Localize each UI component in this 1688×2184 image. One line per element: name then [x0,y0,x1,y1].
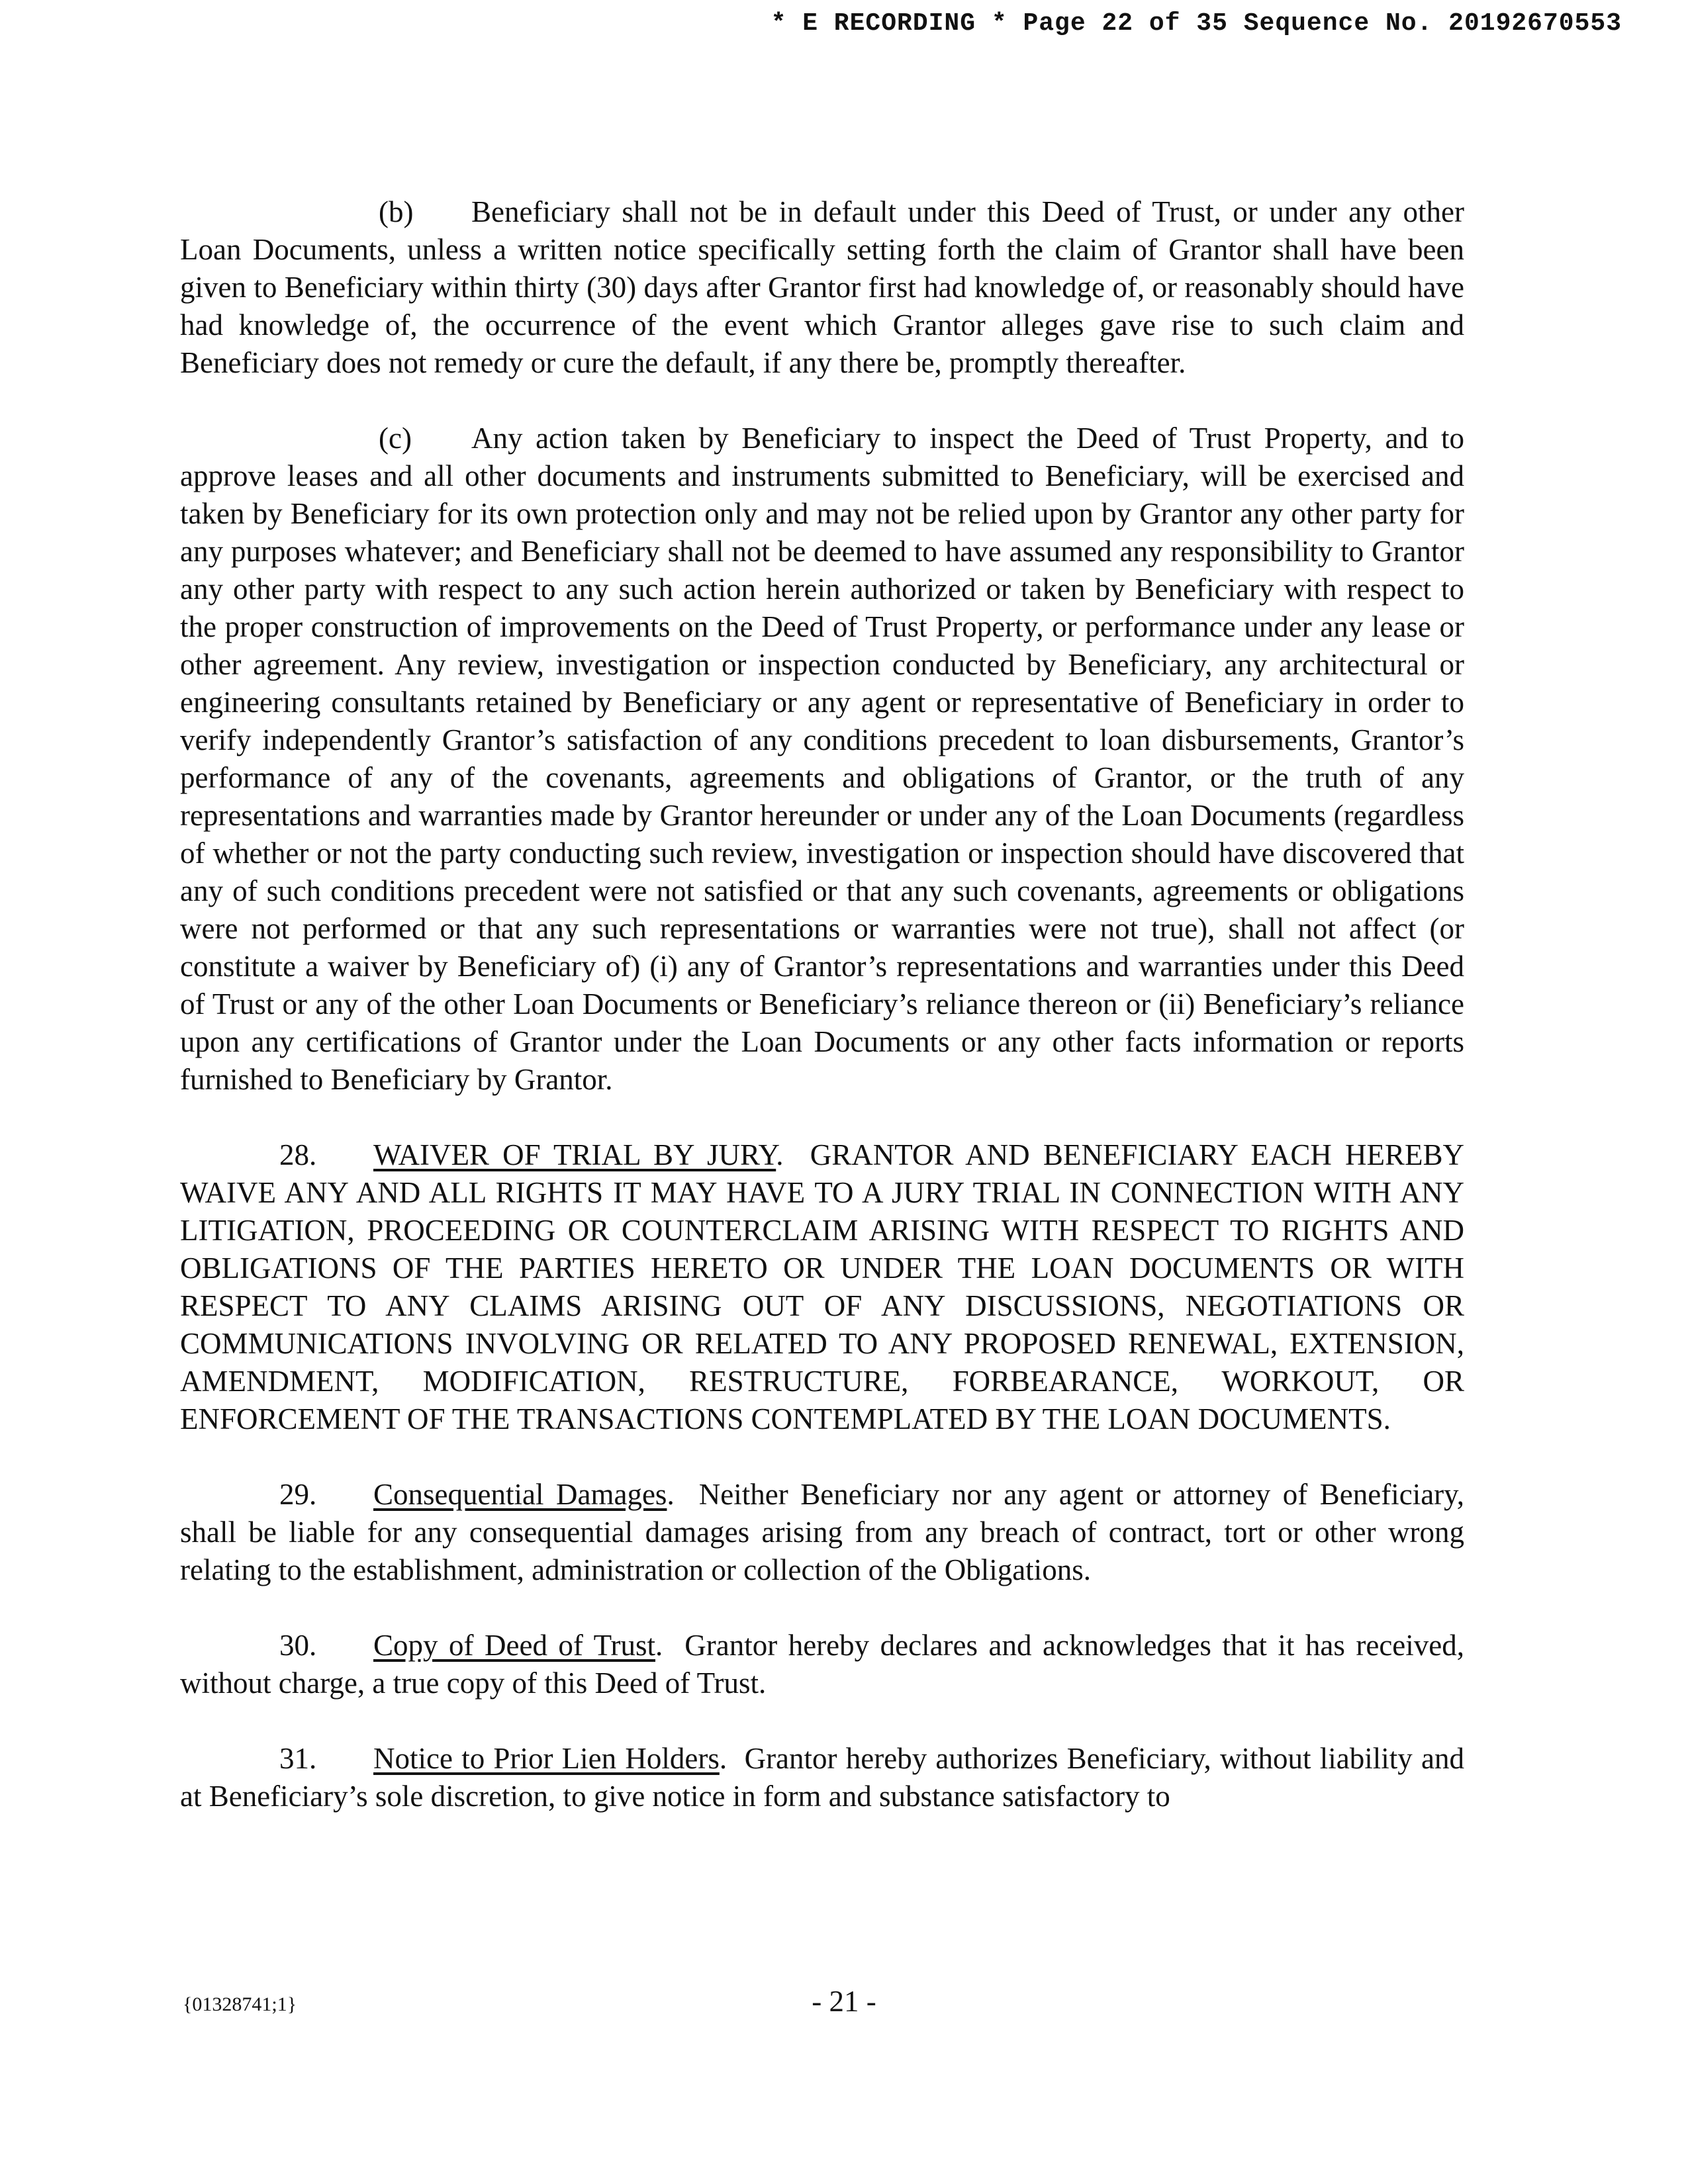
paragraph-text: Beneficiary shall not be in default under this Deed of Trust, or under any other Loan Documents, unless a written notice specifically setting forth the claim of Grantor shall have been given to Beneficiary within thirty (30) days after Grantor first had knowledge of, or reasonably should have had knowledge of, the occurrence of the event which Grantor alleges gave rise to such claim and Beneficiary does not remedy or cure the default, if any there be, promptly thereafter. [180,195,1464,379]
section-30 [180,1627,1464,1702]
document-body [180,193,1464,1853]
section-number: 29. [279,1478,317,1511]
paragraph-label: (c) [379,422,412,455]
section-separator: . [776,1138,784,1171]
paragraph-b [180,193,1464,382]
paragraph-text: Any action taken by Beneficiary to inspect the Deed of Trust Property, and to approve leases and all other documents and instruments submitted to Beneficiary, will be exercised and taken by Beneficiary for its own protection only and may not be relied upon by Grantor any other party for any purposes whatever; and Beneficiary shall not be deemed to have assumed any responsibility to Grantor any other party with respect to any such action herein authorized or taken by Beneficiary with respect to the proper construction of improvements on the Deed of Trust Property, or performance under any lease or other agreement. Any review, investigation or inspection conducted by Beneficiary, any architectural or engineering consultants retained by Beneficiary or any agent or representative of Beneficiary in order to verify independently Grantor’s satisfaction of any conditions precedent to loan disbursements, Grantor’s performance of any of the covenants, agreements and obligations of Grantor, or the truth of any representations and warranties made by Grantor hereunder or under any of the Loan Documents (regardless of whether or not the party conducting such review, investigation or inspection should have discovered that any of such conditions precedent were not satisfied or that any such covenants, agreements or obligations were not performed or that any such representations or warranties were not true), shall not affect (or constitute a waiver by Beneficiary of) (i) any of Grantor’s representations and warranties under this Deed of Trust or any of the other Loan Documents or Beneficiary’s reliance thereon or (ii) Beneficiary’s reliance upon any certifications of Grantor under the Loan Documents or any other facts information or reports furnished to Beneficiary by Grantor. [180,422,1464,1096]
section-separator: . [655,1629,663,1662]
section-title: Copy of Deed of Trust [373,1629,656,1662]
section-separator: . [667,1478,675,1511]
page-number: - 21 - [812,1985,876,2018]
paragraph-c [180,420,1464,1099]
section-title: Consequential Damages [373,1478,667,1511]
section-29 [180,1476,1464,1589]
section-text: GRANTOR AND BENEFICIARY EACH HEREBY WAIVE ANY AND ALL RIGHTS IT MAY HAVE TO A JURY TRIAL IN CONNECTION WITH ANY LITIGATION, PROCEEDING OR COUNTERCLAIM ARISING WITH RESPECT TO RIGHTS AND OBLIGATIONS OF THE PARTIES HERETO OR UNDER THE LOAN DOCUMENTS OR WITH RESPECT TO ANY CLAIMS ARISING OUT OF ANY DISCUSSIONS, NEGOTIATIONS OR COMMUNICATIONS INVOLVING OR RELATED TO ANY PROPOSED RENEWAL, EXTENSION, AMENDMENT, MODIFICATION, RESTRUCTURE, FORBEARANCE, WORKOUT, OR ENFORCEMENT OF THE TRANSACTIONS CONTEMPLATED BY THE LOAN DOCUMENTS. [180,1138,1464,1435]
recording-header: * E RECORDING * Page 22 of 35 Sequence No. 20192670553 [771,9,1622,38]
section-title: WAIVER OF TRIAL BY JURY [373,1138,776,1171]
section-number: 31. [279,1742,317,1775]
section-text: Grantor hereby authorizes Beneficiary, without liability and at Beneficiary’s sole discretion, to give notice in form and substance satisfactory to [180,1742,1464,1813]
section-text: Neither Beneficiary nor any agent or attorney of Beneficiary, shall be liable for any consequential damages arising from any breach of contract, tort or other wrong relating to the establishment, administration or collection of the Obligations. [180,1478,1464,1586]
section-number: 30. [279,1629,317,1662]
section-28 [180,1136,1464,1438]
section-separator: . [719,1742,727,1775]
paragraph-label: (b) [379,195,414,228]
document-id: {01328741;1} [183,1993,297,2015]
section-31 [180,1740,1464,1815]
section-text: Grantor hereby declares and acknowledges that it has received, without charge, a true copy of this Deed of Trust. [180,1629,1464,1700]
section-number: 28. [279,1138,317,1171]
section-title: Notice to Prior Lien Holders [373,1742,720,1775]
